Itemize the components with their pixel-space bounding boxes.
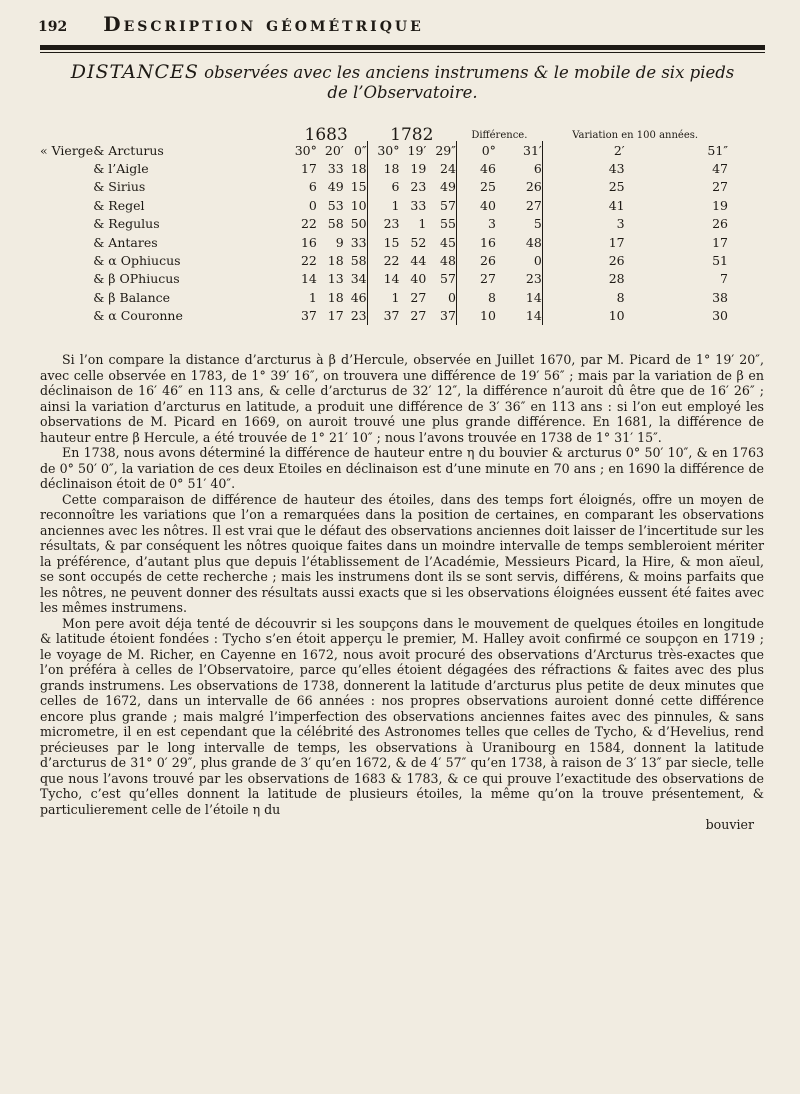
value-cell: 30 xyxy=(712,308,728,324)
value-cell: 40 xyxy=(410,271,427,287)
section-title-lead: DISTANCES xyxy=(70,61,199,83)
value-cell: 10 xyxy=(542,307,624,325)
value-cell: 2′ xyxy=(542,141,624,159)
value-cell: 7 xyxy=(720,271,728,287)
table-row xyxy=(40,233,728,251)
observations-table-body xyxy=(40,141,728,325)
value-cell: 52 xyxy=(410,234,427,250)
header-rule-thick xyxy=(40,45,765,50)
table-header-row xyxy=(40,130,728,141)
value-cell: 48 xyxy=(525,234,542,250)
value-cell: 16 xyxy=(300,234,317,250)
value-cell: 10 xyxy=(456,307,496,325)
value-cell: 26 xyxy=(542,251,624,269)
value-cell: 5 xyxy=(533,216,542,232)
value-cell: 53 xyxy=(327,197,344,213)
value-cell: 10 xyxy=(350,197,367,213)
value-cell: 14 xyxy=(367,270,399,288)
star-name: & α Ophiucus xyxy=(93,253,181,269)
value-cell: 37 xyxy=(300,308,317,324)
header-variation: Variation en 100 années. xyxy=(572,130,699,141)
value-cell: 57 xyxy=(440,197,456,213)
table-row xyxy=(40,178,728,196)
table-row xyxy=(40,141,728,159)
value-cell: 0 xyxy=(533,253,542,269)
value-cell: 17 xyxy=(542,233,624,251)
table-row xyxy=(40,196,728,214)
value-cell: 31′ xyxy=(523,142,542,158)
value-cell: 26 xyxy=(456,251,496,269)
value-cell: 6 xyxy=(533,161,542,177)
value-cell: 27 xyxy=(456,270,496,288)
row-lead xyxy=(40,233,93,251)
row-lead xyxy=(40,159,93,177)
value-cell: 30° xyxy=(367,141,399,159)
value-cell: 16 xyxy=(456,233,496,251)
row-lead xyxy=(40,215,93,233)
value-cell: 27 xyxy=(712,179,728,195)
value-cell: 3 xyxy=(542,215,624,233)
header-1782: 1782 xyxy=(390,125,434,145)
table-row xyxy=(40,215,728,233)
value-cell: 19 xyxy=(410,161,427,177)
value-cell: 14 xyxy=(525,289,542,305)
section-title xyxy=(40,62,765,103)
value-cell: 33 xyxy=(350,234,367,250)
value-cell: 27 xyxy=(410,289,427,305)
star-name: & l’Aigle xyxy=(93,161,149,177)
row-lead: « Vierge xyxy=(40,142,94,158)
section-title-line2: de l’Observatoire. xyxy=(327,83,478,102)
star-name: & Sirius xyxy=(93,179,146,195)
value-cell: 48 xyxy=(440,253,456,269)
value-cell: 19′ xyxy=(407,142,427,158)
value-cell: 18 xyxy=(327,289,344,305)
header-difference: Différence. xyxy=(471,130,528,141)
value-cell: 28 xyxy=(542,270,624,288)
value-cell: 38 xyxy=(712,289,728,305)
value-cell: 17 xyxy=(712,234,728,250)
value-cell: 45 xyxy=(440,234,456,250)
row-lead xyxy=(40,288,93,306)
row-lead xyxy=(40,251,93,269)
value-cell: 43 xyxy=(542,159,624,177)
value-cell: 29″ xyxy=(435,142,456,158)
value-cell: 46 xyxy=(456,159,496,177)
row-lead xyxy=(40,196,93,214)
value-cell: 27 xyxy=(410,308,427,324)
value-cell: 30° xyxy=(294,142,317,158)
value-cell: 49 xyxy=(327,179,344,195)
value-cell: 3 xyxy=(456,215,496,233)
value-cell: 15 xyxy=(350,179,367,195)
value-cell: 13 xyxy=(327,271,344,287)
value-cell: 22 xyxy=(300,253,317,269)
header-1683: 1683 xyxy=(304,125,348,145)
value-cell: 6 xyxy=(308,179,317,195)
value-cell: 22 xyxy=(300,216,317,232)
paragraph: Cette comparaison de différence de hauteur des étoiles, dans des temps fort éloignés, offre un moyen de reconnoître les variations que l’on a remarquées dans la position de certaines, en comparant les observations anciennes avec les nôtres. Il est vrai que le défaut des observations anciennes doit laisser de l’incertitude sur les résultats, & par conséquent les nôtres quoique faites dans un moindre intervalle de temps sembleroient mériter la préférence, d’autant plus que depuis l’établissement de l’Académie, Messieurs Picard, la Hire, & mon aïeul, se sont occupés de cette recherche ; mais les instrumens dont ils se sont servis, différens, & moins parfaits que les nôtres, ne peuvent donner des résultats aussi exacts que si les observations éloignées eussent été faites avec les mêmes instrumens. xyxy=(40,491,764,615)
value-cell: 14 xyxy=(300,271,317,287)
value-cell: 26 xyxy=(712,216,728,232)
value-cell: 9 xyxy=(335,234,344,250)
value-cell: 23 xyxy=(367,215,399,233)
value-cell: 24 xyxy=(440,161,456,177)
value-cell: 0° xyxy=(456,141,496,159)
table-row xyxy=(40,251,728,269)
value-cell: 40 xyxy=(456,196,496,214)
table-row xyxy=(40,270,728,288)
value-cell: 23 xyxy=(410,179,427,195)
value-cell: 44 xyxy=(410,253,427,269)
row-lead xyxy=(40,270,93,288)
page-number: 192 xyxy=(38,19,68,35)
value-cell: 55 xyxy=(440,216,456,232)
body-text xyxy=(40,352,764,833)
value-cell: 33 xyxy=(410,197,427,213)
value-cell: 17 xyxy=(327,308,344,324)
value-cell: 23 xyxy=(525,271,542,287)
value-cell: 49 xyxy=(440,179,456,195)
value-cell: 17 xyxy=(300,161,317,177)
value-cell: 50 xyxy=(350,216,367,232)
value-cell: 14 xyxy=(525,308,542,324)
value-cell: 46 xyxy=(350,289,367,305)
value-cell: 15 xyxy=(367,233,399,251)
star-name: & β OPhiucus xyxy=(93,271,180,287)
value-cell: 0 xyxy=(447,289,456,305)
paragraph: En 1738, nous avons déterminé la différence de hauteur entre η du bouvier & arcturus 0° 50′ 10″, & en 1763 de 0° 50′ 0″, la variation de ces deux Etoiles en déclinaison est d’une minute en 70 ans ; en 1690 la différence de déclinaison étoit de 0° 51′ 40″. xyxy=(40,445,764,491)
value-cell: 47 xyxy=(712,161,728,177)
value-cell: 41 xyxy=(542,196,624,214)
value-cell: 8 xyxy=(456,288,496,306)
value-cell: 22 xyxy=(367,251,399,269)
running-title: Description géométrique xyxy=(103,12,424,36)
value-cell: 26 xyxy=(525,179,542,195)
star-name: & α Couronne xyxy=(93,308,183,324)
value-cell: 25 xyxy=(542,178,624,196)
table-row xyxy=(40,159,728,177)
table-row xyxy=(40,307,728,325)
value-cell: 34 xyxy=(350,271,367,287)
value-cell: 25 xyxy=(456,178,496,196)
value-cell: 6 xyxy=(367,178,399,196)
value-cell: 1 xyxy=(367,196,399,214)
section-title-rest: observées avec les anciens instrumens & le mobile de six pieds xyxy=(204,63,735,82)
star-name: & Regulus xyxy=(93,216,160,232)
value-cell: 33 xyxy=(327,161,344,177)
paragraph: Mon pere avoit déja tenté de découvrir si les soupçons dans le mouvement de quelques étoiles en longitude & latitude étoient fondées : Tycho s’en étoit apperçu le premier, M. Halley avoit confirmé ce soupçon en 1719 ; le voyage de M. Richer, en Cayenne en 1672, nous avoit procuré des observations d’Arcturus très-exactes que l’on préféra à celles de l’Observatoire, parce qu’elles étoient dégagées des réfractions & faites avec des plus grands instrumens. Les observations de 1738, donnerent la latitude d’arcturus plus petite de deux minutes que celles de 1672, dans un intervalle de 66 années : nos propres observations auroient donné cette différence encore plus grande ; mais malgré l’imperfection des observations anciennes faites avec des pinnules, & sans micrometre, il en est cependant que la célébrité des Astronomes telles que celles de Tycho, & d’Hevelius, rend précieuses par le long intervalle de temps, les observations à Uranibourg en 1584, donnent la latitude d’arcturus de 31° 0′ 29″, plus grande de 3′ qu’en 1672, & de 4′ 57″ qu’en 1738, à raison de 3′ 13″ par siecle, telle que nous l’avons trouvé par les observations de 1683 & 1783, & ce qui prouve l’exactitude des observations de Tycho, c’est qu’elles donnent la latitude de plusieurs étoiles, la même qu’on la trouve présentement, & particulierement celle de l’étoile η du xyxy=(40,615,764,817)
value-cell: 57 xyxy=(440,271,456,287)
value-cell: 37 xyxy=(367,307,399,325)
value-cell: 0 xyxy=(308,197,317,213)
catchword: bouvier xyxy=(705,817,754,832)
star-name: & Antares xyxy=(93,234,158,250)
star-name: & Regel xyxy=(93,197,145,213)
star-name: & Arcturus xyxy=(93,142,164,158)
value-cell: 20′ xyxy=(324,142,344,158)
value-cell: 58 xyxy=(327,216,344,232)
value-cell: 0″ xyxy=(354,142,367,158)
value-cell: 1 xyxy=(308,289,317,305)
page-header xyxy=(38,12,766,42)
value-cell: 18 xyxy=(327,253,344,269)
row-lead xyxy=(40,307,93,325)
value-cell: 18 xyxy=(350,161,367,177)
row-lead xyxy=(40,178,93,196)
table-row xyxy=(40,288,728,306)
value-cell: 1 xyxy=(418,216,427,232)
paragraph: Si l’on compare la distance d’arcturus à β d’Hercule, observée en Juillet 1670, par M. Picard de 1° 19′ 20″, avec celle observée en 1783, de 1° 39′ 16″, on trouvera une différence de 19′ 56″ ; mais par la variation de β en déclinaison de 16′ 46″ en 113 ans, & celle d’arcturus de 32′ 12″, la différence n’auroit dû être que de 16′ 26″ ; ainsi la variation d’arcturus en latitude, a produit une différence de 3′ 36″ en 113 ans : si l’on eut employé les observations de M. Picard en 1669, on auroit trouvé une plus grande différence. En 1681, la différence de hauteur entre β Hercule, a été trouvée de 1° 21′ 10″ ; nous l’avons trouvée en 1738 de 1° 31′ 15″. xyxy=(40,352,764,445)
value-cell: 58 xyxy=(350,253,367,269)
value-cell: 27 xyxy=(525,197,542,213)
value-cell: 18 xyxy=(367,159,399,177)
value-cell: 51 xyxy=(712,253,728,269)
value-cell: 8 xyxy=(542,288,624,306)
observations-table xyxy=(40,125,728,325)
value-cell: 1 xyxy=(367,288,399,306)
value-cell: 51″ xyxy=(707,142,728,158)
value-cell: 19 xyxy=(712,197,728,213)
value-cell: 23 xyxy=(350,308,367,324)
star-name: & β Balance xyxy=(93,289,171,305)
value-cell: 37 xyxy=(440,308,456,324)
header-rule-thin xyxy=(40,52,765,53)
